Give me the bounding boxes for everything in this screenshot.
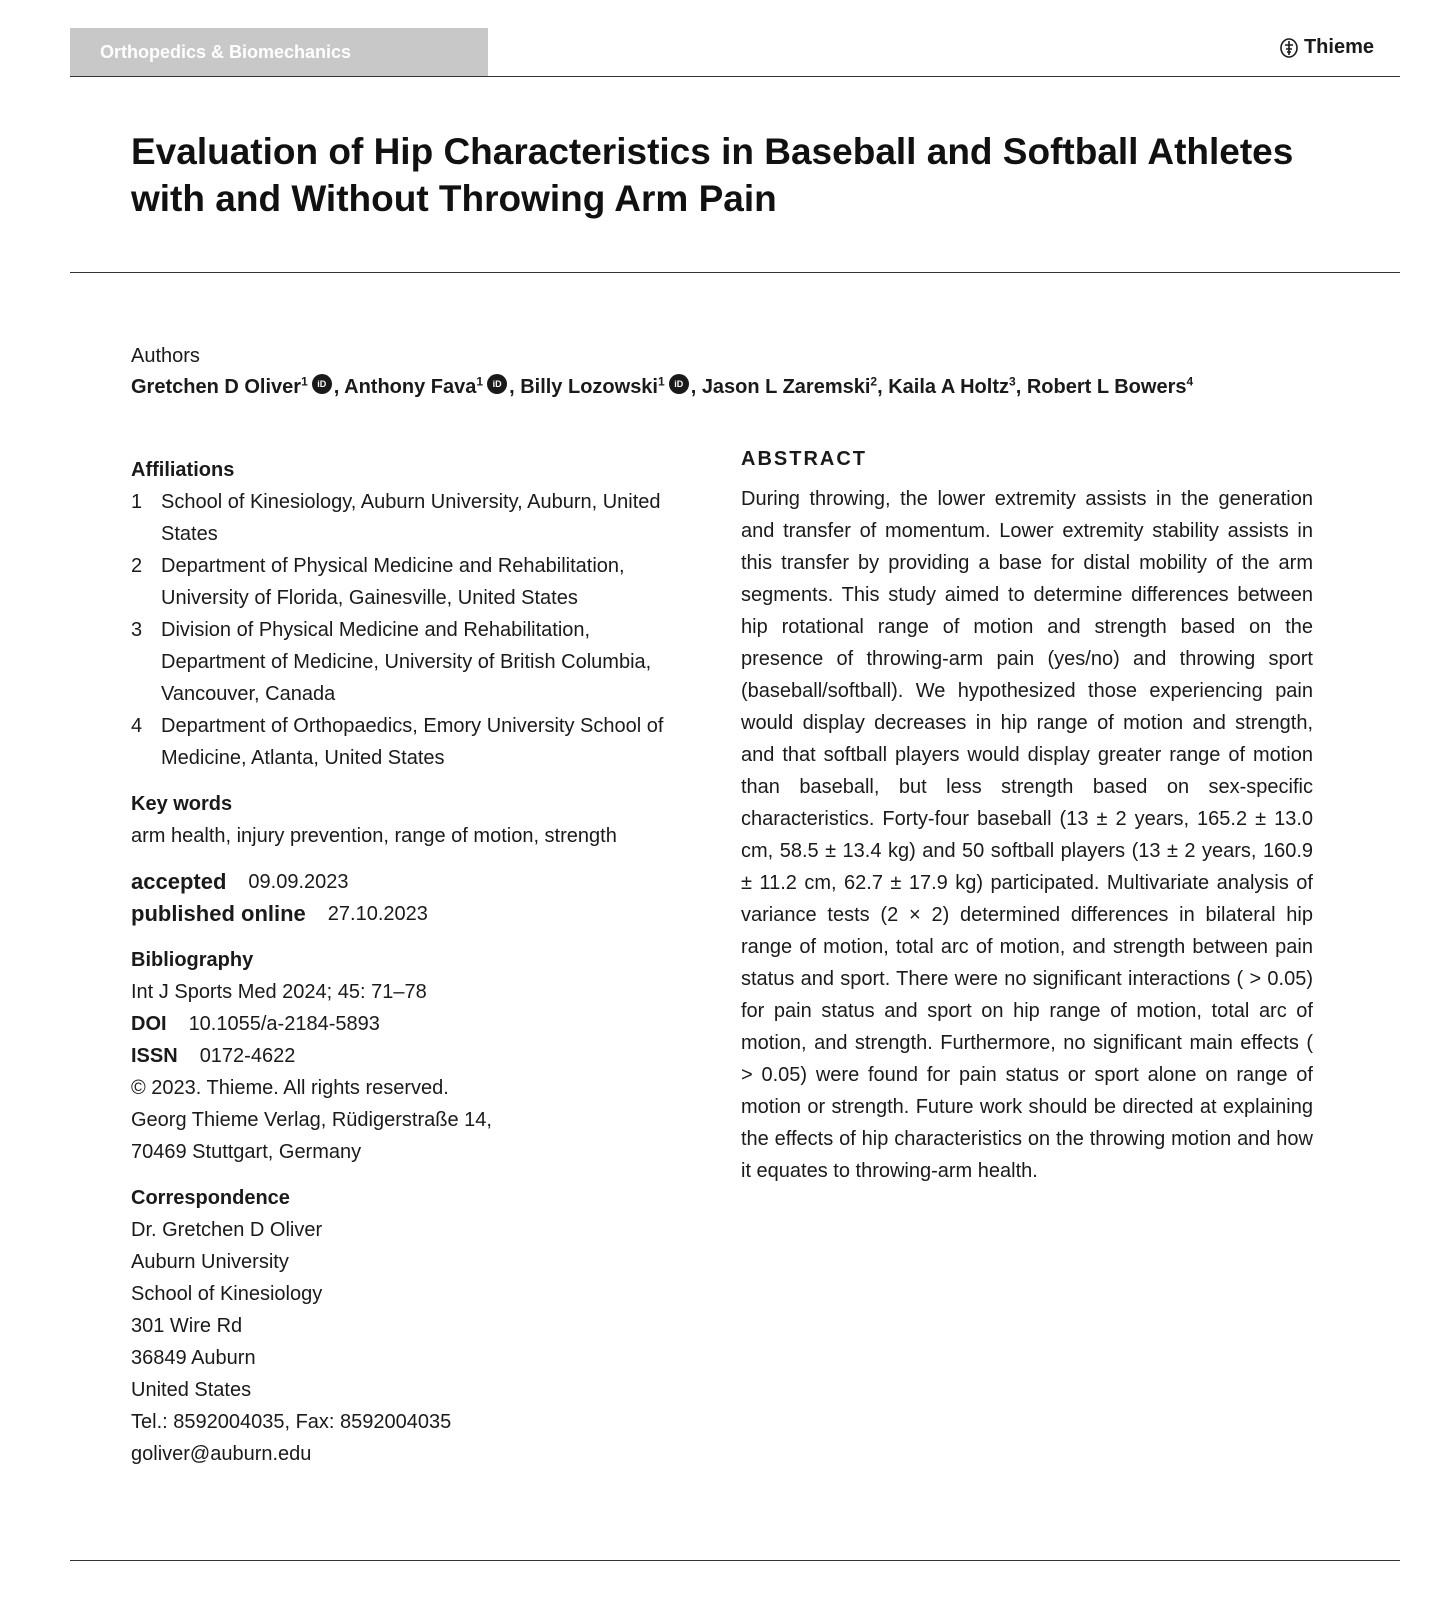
author-name[interactable]: Gretchen D Oliver [131, 376, 302, 398]
author-affiliation: 1 [476, 374, 484, 389]
bibliography-heading: Bibliography [131, 949, 254, 971]
article-metadata [131, 454, 721, 1470]
abstract-heading: ABSTRACT [741, 448, 867, 470]
author-separator: , [877, 376, 889, 398]
keywords-text: arm health, injury prevention, range of motion, strength [131, 825, 617, 847]
affiliations-heading: Affiliations [131, 459, 235, 481]
abstract-text: During throwing, the lower extremity assists in the generation and transfer of momentum. Lower extremity stability assists in this transfer by providing a base for distal mobility of the arm segments. This study aimed to determine differences between hip rotational range of motion and strength based on the presence of throwing-arm pain (yes/no) and throwing sport (baseball/softball). We hypothesized those experiencing pain would display decreases in hip range of motion and strength, and that softball players would display greater range of motion than baseball, but less strength based on sex-specific characteristics. Forty-four baseball (13 ± 2 years, 165.2 ± 13.0 cm, 58.5 ± 13.4 kg) and 50 softball players (13 ± 2 years, 160.9 ± 11.2 cm, 62.7 ± 17.9 kg) participated. Multivariate analysis of variance tests (2 × 2) determined differences in bilateral hip range of motion, total arc of motion, and strength between pain status and sport. There were no significant interactions ( > 0.05) for pain status and sport on hip range of motion, total arc of motion, and strength. Furthermore, no significant main effects ( > 0.05) were found for pain status or sport alone on range of motion or strength. Future work should be directed at explaining the effects of hip characteristics on the throwing motion and how it equates to throwing-arm health. [741, 488, 1313, 1182]
affiliation-line: University of Florida, Gainesville, United States [161, 587, 578, 609]
orcid-icon[interactable]: iD [487, 374, 507, 394]
affiliation-text [161, 550, 625, 614]
affiliation-line: Vancouver, Canada [161, 683, 336, 705]
keywords-heading: Key words [131, 793, 233, 815]
accepted-date-row [131, 866, 721, 898]
article-title [131, 128, 1351, 222]
affiliation-line: Medicine, Atlanta, United States [161, 747, 445, 769]
affiliation-text [161, 486, 661, 550]
author-separator: , [690, 376, 702, 398]
affiliation-number: 1 [131, 491, 143, 513]
affiliation-line: Division of Physical Medicine and Rehabilitation, [161, 619, 591, 641]
orcid-icon[interactable]: iD [669, 374, 689, 394]
copyright: © 2023. Thieme. All rights reserved. [131, 1077, 449, 1099]
affiliation-number: 3 [131, 619, 143, 641]
author-affiliation: 1 [301, 374, 308, 389]
list-item [131, 614, 721, 710]
correspondence-line: 301 Wire Rd [131, 1315, 243, 1337]
publisher-name: Thieme [1303, 36, 1374, 58]
doi-row [131, 1008, 721, 1040]
title-rule [70, 272, 1400, 273]
affiliation-line: Department of Orthopaedics, Emory University School of [161, 715, 664, 737]
doi-label: DOI [131, 1013, 167, 1035]
published-label: published online [131, 901, 306, 926]
title-line-2: with and Without Throwing Arm Pain [131, 178, 777, 219]
citation: Int J Sports Med 2024; 45: 71–78 [131, 981, 427, 1003]
list-item [131, 550, 721, 614]
author-separator: , [1015, 376, 1027, 398]
affiliation-line: School of Kinesiology, Auburn University, Auburn, United [161, 491, 661, 513]
thieme-emblem-icon [1280, 38, 1298, 58]
abstract-section [741, 445, 1313, 1187]
correspondence-line: School of Kinesiology [131, 1283, 323, 1305]
accepted-date: 09.09.2023 [248, 871, 349, 893]
correspondence-name: Dr. Gretchen D Oliver [131, 1219, 323, 1241]
affiliation-text [161, 614, 651, 710]
correspondence-email[interactable]: goliver@auburn.edu [131, 1443, 312, 1465]
published-date-row [131, 898, 721, 930]
correspondence-line: Auburn University [131, 1251, 289, 1273]
section-label: Orthopedics & Biomechanics [70, 28, 488, 77]
accepted-label: accepted [131, 869, 227, 894]
title-line-1: Evaluation of Hip Characteristics in Baseball and Softball Athletes [131, 131, 1294, 172]
affiliations-list [131, 486, 721, 774]
authors-list [131, 374, 1193, 399]
header-rule [70, 76, 1400, 77]
correspondence-heading: Correspondence [131, 1187, 290, 1209]
affiliation-text [161, 710, 663, 774]
doi-link[interactable]: 10.1055/a-2184-5893 [188, 1013, 380, 1035]
list-item [131, 710, 721, 774]
footer-rule [70, 1560, 1400, 1561]
affiliation-line: Department of Physical Medicine and Rehabilitation, [161, 555, 625, 577]
correspondence-line: 36849 Auburn [131, 1347, 256, 1369]
author-name[interactable]: Billy Lozowski [520, 376, 658, 398]
author-name[interactable]: Jason L Zaremski [701, 376, 871, 398]
author-affiliation: 4 [1186, 374, 1194, 389]
author-name[interactable]: Robert L Bowers [1026, 376, 1187, 398]
publisher-address-line: 70469 Stuttgart, Germany [131, 1141, 362, 1163]
author-name[interactable]: Anthony Fava [344, 376, 477, 398]
author-separator: , [333, 376, 345, 398]
author-affiliation: 1 [658, 374, 665, 389]
correspondence-phone: Tel.: 8592004035, Fax: 8592004035 [131, 1411, 452, 1433]
orcid-icon[interactable]: iD [312, 374, 332, 394]
publisher-address-line: Georg Thieme Verlag, Rüdigerstraße 14, [131, 1109, 492, 1131]
affiliation-line: States [161, 523, 218, 545]
publisher-logo [1280, 36, 1374, 59]
authors-heading: Authors [131, 345, 200, 367]
affiliation-number: 4 [131, 715, 143, 737]
issn-row [131, 1040, 721, 1072]
author-separator: , [509, 376, 521, 398]
list-item [131, 486, 721, 550]
correspondence-line: United States [131, 1379, 252, 1401]
issn-label: ISSN [131, 1045, 178, 1067]
author-affiliation: 2 [870, 374, 878, 389]
published-date: 27.10.2023 [327, 903, 428, 925]
author-name[interactable]: Kaila A Holtz [888, 376, 1009, 398]
affiliation-number: 2 [131, 555, 143, 577]
affiliation-line: Department of Medicine, University of British Columbia, [161, 651, 652, 673]
issn-value: 0172-4622 [199, 1045, 296, 1067]
author-affiliation: 3 [1009, 374, 1016, 389]
